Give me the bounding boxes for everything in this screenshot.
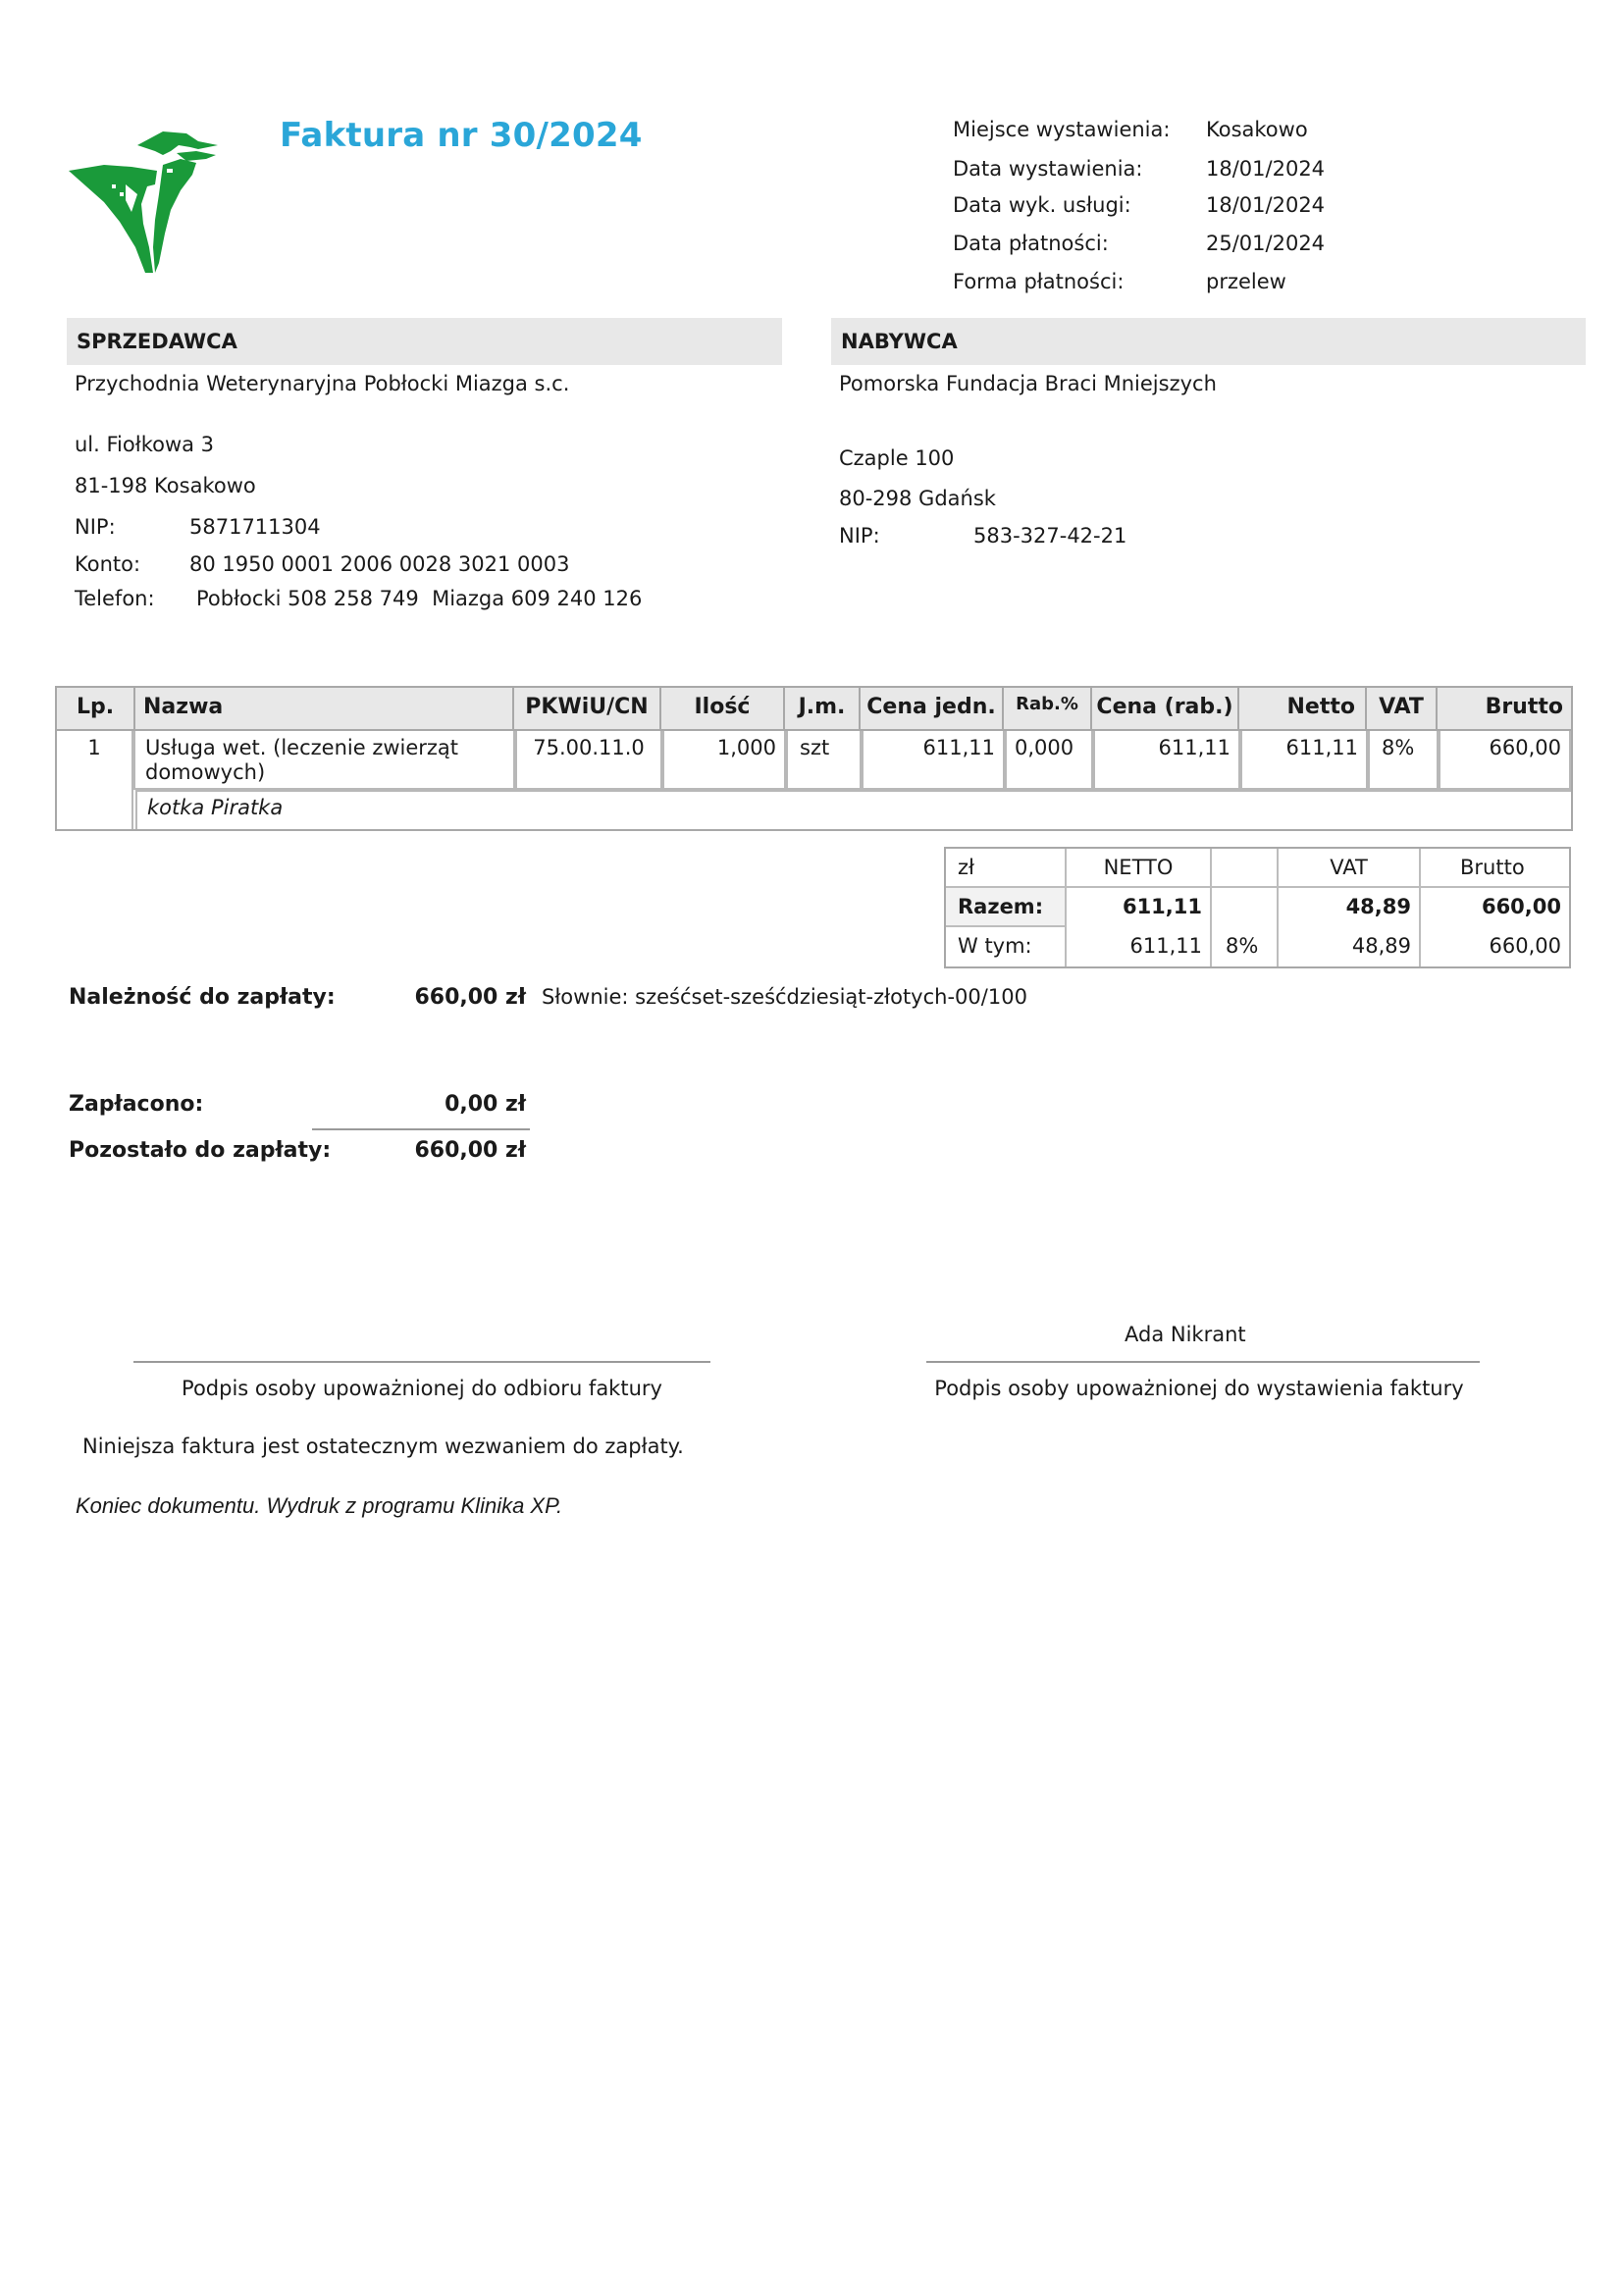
meta-label: Miejsce wystawienia:	[953, 118, 1171, 141]
seller-street: ul. Fiołkowa 3	[75, 433, 215, 456]
paid-divider	[312, 1128, 530, 1130]
seller-city: 81-198 Kosakowo	[75, 474, 256, 497]
item-net: 611,11	[1240, 731, 1368, 790]
col-price-discounted: Cena (rab.)	[1090, 688, 1237, 729]
remaining-label: Pozostało do zapłaty:	[69, 1138, 332, 1163]
buyer-heading: NABYWCA	[831, 318, 1586, 365]
item-price-discounted: 611,11	[1093, 731, 1240, 790]
summary-total-row	[946, 888, 1569, 927]
seller-name: Przychodnia Weterynaryjna Pobłocki Miazga s.c.	[75, 372, 570, 395]
items-header-row	[57, 688, 1571, 731]
col-vat: VAT	[1365, 688, 1436, 729]
col-unit: J.m.	[783, 688, 859, 729]
buyer-city: 80-298 Gdańsk	[839, 487, 996, 510]
summary-total-label: Razem:	[958, 895, 1044, 918]
item-unit: szt	[786, 731, 862, 790]
seller-account: 80 1950 0001 2006 0028 3021 0003	[189, 552, 570, 576]
end-of-document: Koniec dokumentu. Wydruk z programu Klinika XP.	[76, 1493, 563, 1518]
summary-total-net: 611,11	[1065, 888, 1210, 927]
buyer-street: Czaple 100	[839, 446, 955, 470]
amount-due-value: 660,00 zł	[414, 985, 526, 1010]
summary-currency: zł	[958, 856, 974, 879]
summary-gross-header: Brutto	[1419, 849, 1569, 888]
col-lp: Lp.	[76, 695, 115, 719]
col-name: Nazwa	[133, 688, 512, 729]
invoice-title: Faktura nr 30/2024	[280, 116, 643, 155]
meta-label: Forma płatności:	[953, 270, 1125, 293]
meta-label: Data wyk. usługi:	[953, 193, 1131, 217]
summary-net-header: NETTO	[1065, 849, 1210, 888]
item-name-line1: Usługa wet. (leczenie zwierząt	[145, 736, 459, 759]
buyer-nip-label: NIP:	[839, 524, 880, 548]
item-qty: 1,000	[662, 731, 786, 790]
summary-total-vat: 48,89	[1277, 888, 1419, 927]
paid-value: 0,00 zł	[445, 1092, 526, 1117]
buyer-nip: 583-327-42-21	[973, 524, 1127, 548]
seller-heading: SPRZEDAWCA	[67, 318, 782, 365]
item-note: kotka Piratka	[135, 790, 1571, 829]
seller-account-label: Konto:	[75, 552, 141, 576]
issuer-name: Ada Nikrant	[1125, 1323, 1246, 1346]
receiver-signature-line	[133, 1361, 710, 1363]
seller-nip: 5871711304	[189, 515, 321, 539]
col-qty: Ilość	[659, 688, 783, 729]
col-discount: Rab.%	[1002, 688, 1090, 729]
receiver-signature-caption: Podpis osoby upoważnionej do odbioru faktury	[182, 1377, 662, 1400]
clinic-logo	[69, 126, 241, 283]
meta-value: 18/01/2024	[1206, 193, 1326, 217]
meta-value: przelew	[1206, 270, 1286, 293]
meta-label: Data wystawienia:	[953, 157, 1143, 181]
col-pkwiu: PKWiU/CN	[512, 688, 659, 729]
summary-breakdown-rate: 8%	[1210, 927, 1277, 966]
remaining-value: 660,00 zł	[414, 1138, 526, 1163]
summary-total-gross: 660,00	[1419, 888, 1569, 927]
summary-total-rate	[1210, 888, 1277, 927]
summary-rate-header	[1210, 849, 1277, 888]
items-table	[55, 686, 1573, 831]
summary-breakdown-label: W tym:	[958, 934, 1032, 958]
issuer-signature-caption: Podpis osoby upoważnionej do wystawienia faktury	[934, 1377, 1464, 1400]
item-discount: 0,000	[1005, 731, 1093, 790]
summary-breakdown-net: 611,11	[1065, 927, 1210, 966]
vat-summary-table	[944, 847, 1571, 968]
summary-vat-header: VAT	[1277, 849, 1419, 888]
item-gross: 660,00	[1439, 731, 1571, 790]
amount-in-words: Słownie: sześćset-sześćdziesiąt-złotych-00/100	[542, 985, 1027, 1009]
summary-breakdown-row	[946, 927, 1569, 966]
summary-header-row	[946, 849, 1569, 888]
paid-label: Zapłacono:	[69, 1092, 204, 1117]
summary-breakdown-vat: 48,89	[1277, 927, 1419, 966]
item-unit-price: 611,11	[862, 731, 1005, 790]
amount-due-label: Należność do zapłaty:	[69, 985, 336, 1010]
meta-value: Kosakowo	[1206, 118, 1308, 141]
col-net: Netto	[1237, 688, 1365, 729]
item-name-line2: domowych)	[145, 760, 266, 784]
col-unit-price: Cena jedn.	[859, 688, 1002, 729]
issuer-signature-line	[926, 1361, 1480, 1363]
item-vat: 8%	[1368, 731, 1439, 790]
item-lp: 1	[57, 731, 133, 829]
summary-breakdown-gross: 660,00	[1419, 927, 1569, 966]
item-name	[133, 731, 515, 790]
final-notice: Niniejsza faktura jest ostatecznym wezwaniem do zapłaty.	[82, 1435, 684, 1458]
meta-value: 18/01/2024	[1206, 157, 1326, 181]
seller-phone: Pobłocki 508 258 749 Miazga 609 240 126	[196, 587, 643, 610]
item-pkwiu: 75.00.11.0	[515, 731, 662, 790]
col-gross: Brutto	[1436, 688, 1571, 729]
meta-value: 25/01/2024	[1206, 232, 1326, 255]
meta-label: Data płatności:	[953, 232, 1109, 255]
seller-phone-label: Telefon:	[75, 587, 155, 610]
seller-nip-label: NIP:	[75, 515, 116, 539]
buyer-name: Pomorska Fundacja Braci Mniejszych	[839, 372, 1217, 395]
